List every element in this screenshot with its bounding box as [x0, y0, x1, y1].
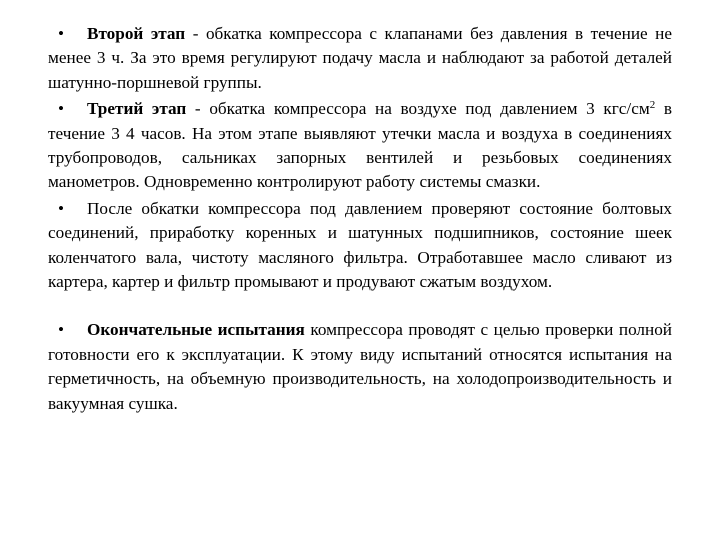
term-third-stage: Третий этап: [87, 99, 187, 119]
bullet-item-final-tests: [48, 318, 672, 416]
bullet-item-third-stage: [48, 97, 672, 195]
superscript-unit: 2: [649, 99, 656, 112]
bullet-marker: •: [58, 198, 65, 218]
document-page: [48, 22, 672, 416]
term-second-stage: Второй этап: [87, 24, 186, 43]
bullet-item-after-run-in: [48, 197, 672, 295]
item-text: - обкатка компрессора с клапанами без давления в течение не менее 3 ч. За это время регулируют подачу масла и наблюдают за работой деталей шатунно-поршневой группы.: [48, 24, 672, 92]
bullet-marker: •: [58, 24, 65, 43]
item-text-continued: в течение 3 4 часов. На этом этапе выявляют утечки масла и воздуха в соединениях трубопроводов, сальниках запорных вентилей и резьбовых соединениях манометров. Одновременно контролируют работу системы смазки.: [48, 99, 672, 192]
bullet-item-second-stage: [48, 22, 672, 95]
item-text: компрессора проводят с целью проверки полной готовности его к эксплуатации. К этому виду испытаний относятся испытания на герметичность, на объемную производительность, на холодопроизводительность и вакуумная сушка.: [48, 320, 673, 413]
item-text: - обкатка компрессора на воздухе под давлением 3 кгс/см: [186, 99, 650, 119]
bullet-marker: •: [58, 320, 65, 340]
bullet-marker: •: [58, 99, 65, 119]
term-final-tests: Окончательные испытания: [87, 320, 305, 340]
item-text: После обкатки компрессора под давлением проверяют состояние болтовых соединений, приработку коренных и шатунных подшипников, состояние шеек коленчатого вала, чистоту масляного фильтра. Отработавшее масло сливают из картера, картер и фильтр промывают и продувают сжатым воздухом.: [48, 198, 672, 292]
